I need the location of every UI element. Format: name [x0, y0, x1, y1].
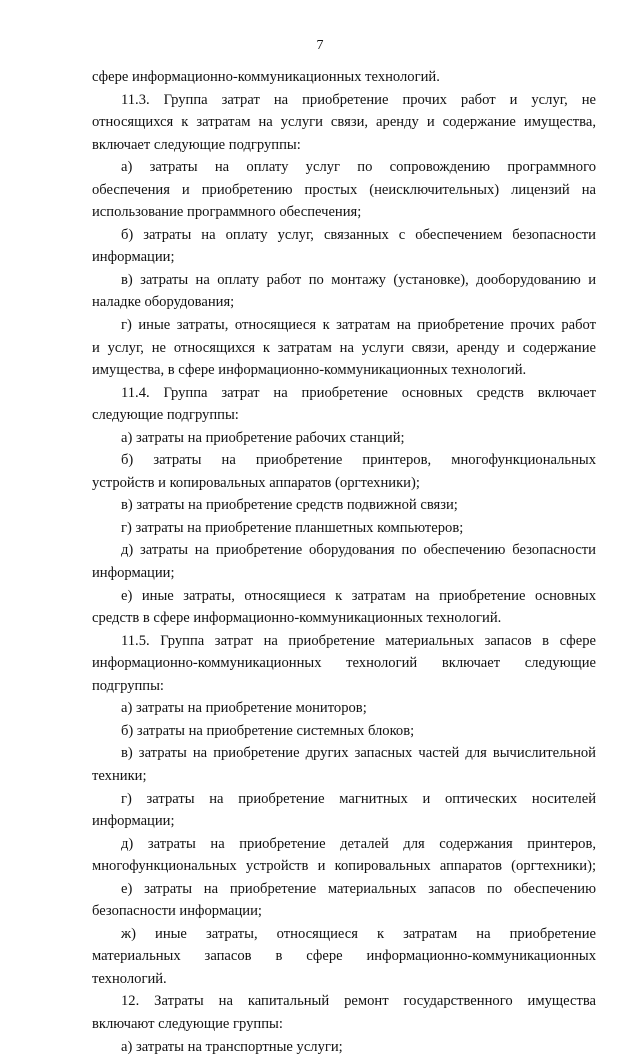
text-line: средств в сфере информационно-коммуникационных технологий.	[92, 610, 502, 627]
text-line: наладке оборудования;	[92, 294, 235, 311]
text-line: б) затраты на приобретение принтеров, многофункциональных	[121, 452, 596, 469]
text-line: а) затраты на оплату услуг по сопровождению программного	[121, 159, 596, 176]
body-text	[92, 66, 596, 1058]
text-line: техники;	[92, 767, 147, 784]
text-line: г) затраты на приобретение планшетных компьютеров;	[121, 519, 464, 536]
text-line: информационно-коммуникационных технологий включает следующие	[92, 655, 596, 672]
text-line: 11.5. Группа затрат на приобретение материальных запасов в сфере	[121, 632, 596, 649]
text-line: б) затраты на оплату услуг, связанных с обеспечением безопасности	[121, 226, 596, 243]
text-line: г) затраты на приобретение магнитных и оптических носителей	[121, 790, 596, 807]
text-line: информации;	[92, 813, 175, 830]
text-line: ж) иные затраты, относящиеся к затратам на приобретение	[121, 925, 596, 942]
text-line: 11.3. Группа затрат на приобретение прочих работ и услуг, не	[121, 91, 596, 108]
text-line: е) иные затраты, относящиеся к затратам на приобретение основных	[121, 587, 596, 604]
text-line: технологий.	[92, 970, 167, 987]
text-line: и услуг, не относящихся к затратам на услуги связи, аренду и содержание	[92, 339, 596, 356]
text-line: в) затраты на приобретение других запасных частей для вычислительной	[121, 745, 596, 762]
text-line: обеспечения и приобретению простых (неисключительных) лицензий на	[92, 181, 596, 198]
text-line: в) затраты на приобретение средств подвижной связи;	[121, 497, 458, 514]
text-line: безопасности информации;	[92, 903, 262, 920]
text-line: следующие подгруппы:	[92, 407, 239, 424]
text-line: имущества, в сфере информационно-коммуникационных технологий.	[92, 362, 527, 379]
text-line: включает следующие подгруппы:	[92, 136, 301, 153]
text-line: относящихся к затратам на услуги связи, аренду и содержание имущества,	[92, 114, 596, 131]
text-line: е) затраты на приобретение материальных запасов по обеспечению	[121, 880, 596, 897]
text-line: д) затраты на приобретение деталей для содержания принтеров,	[121, 835, 596, 852]
text-line: подгруппы:	[92, 677, 164, 694]
text-line: сфере информационно-коммуникационных технологий.	[92, 69, 440, 85]
text-line: включают следующие группы:	[92, 1015, 283, 1032]
text-line: многофункциональных устройств и копировальных аппаратов (оргтехники);	[92, 858, 596, 875]
text-line: информации;	[92, 565, 175, 582]
text-line: устройств и копировальных аппаратов (оргтехники);	[92, 474, 420, 491]
text-line: 12. Затраты на капитальный ремонт государственного имущества	[121, 993, 596, 1010]
text-line: информации;	[92, 249, 175, 266]
text-line: а) затраты на приобретение рабочих станций;	[121, 429, 405, 446]
page-number: 7	[316, 38, 324, 53]
text-line: 11.4. Группа затрат на приобретение основных средств включает	[121, 384, 596, 401]
text-line: г) иные затраты, относящиеся к затратам на приобретение прочих работ	[121, 317, 596, 334]
text-line: в) затраты на оплату работ по монтажу (установке), дооборудованию и	[121, 271, 596, 288]
text-line: а) затраты на транспортные услуги;	[121, 1038, 343, 1055]
text-line: использование программного обеспечения;	[92, 204, 362, 221]
text-line: материальных запасов в сфере информационно-коммуникационных	[92, 948, 596, 965]
text-line: д) затраты на приобретение оборудования по обеспечению безопасности	[121, 542, 596, 559]
text-line: б) затраты на приобретение системных блоков;	[121, 722, 415, 739]
text-line: а) затраты на приобретение мониторов;	[121, 700, 367, 717]
